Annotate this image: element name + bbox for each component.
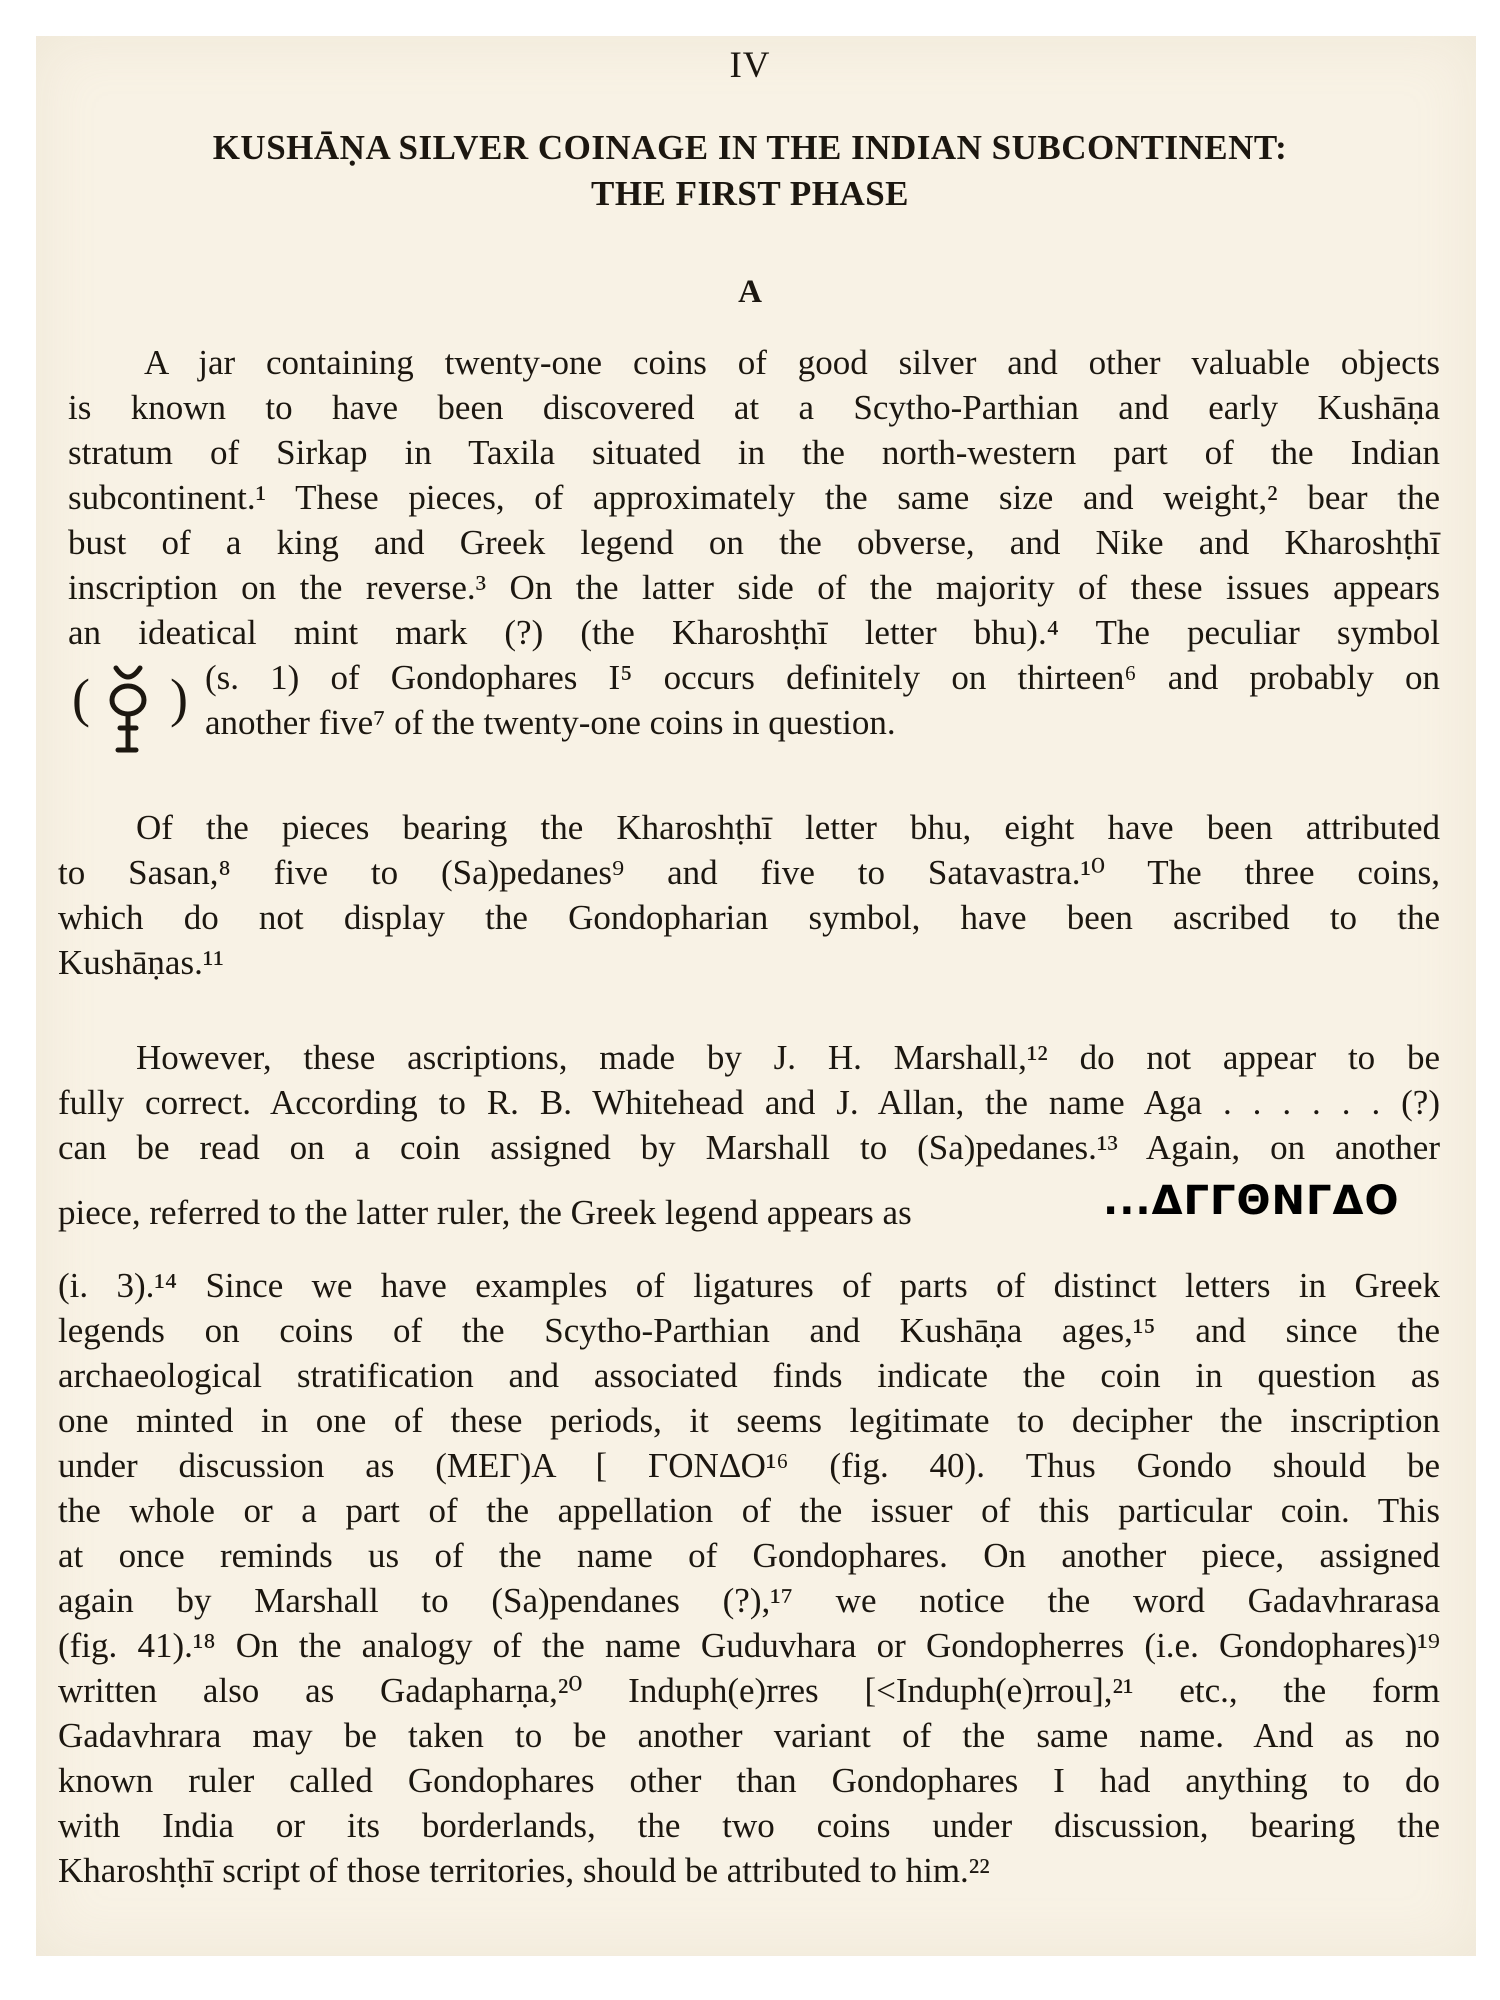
title-line-2: THE FIRST PHASE [590,174,910,213]
chapter-number: IV [729,45,771,86]
text-line: Kushāṇas.¹¹ [58,943,224,982]
text-line: inscription on the reverse.³ On the latter side of the majority of these issues appears [68,568,1440,607]
text-line: again by Marshall to (Sa)pendanes (?),¹⁷ we notice the word Gadavhrarasa [58,1581,1440,1620]
text-line: an ideatical mint mark (?) (the Kharoshṭhī letter bhu).⁴ The peculiar symbol [68,613,1440,652]
text-line: However, these ascriptions, made by J. H. Marshall,¹² do not appear to be [136,1038,1440,1077]
text-line: known ruler called Gondophares other than Gondophares I had anything to do [58,1761,1440,1800]
title-line-1: KUSHĀṆA SILVER COINAGE IN THE INDIAN SUBCONTINENT: [212,128,1288,167]
text-line: archaeological stratification and associated finds indicate the coin in question as [58,1356,1440,1395]
text-line: Gadavhrara may be taken to be another variant of the same name. And as no [58,1716,1440,1755]
text-line: at once reminds us of the name of Gondophares. On another piece, assigned [58,1536,1440,1575]
greek-ligature-legend [1103,1178,1443,1238]
symbol-paren-open: ( [72,668,90,728]
text-line: can be read on a coin assigned by Marshall to (Sa)pedanes.¹³ Again, on another [58,1128,1440,1167]
text-line: (i. 3).¹⁴ Since we have examples of ligatures of parts of distinct letters in Greek [58,1266,1440,1305]
symbol-icon [68,656,198,766]
gondopharian-symbol [68,656,198,766]
text-line: legends on coins of the Scytho-Parthian and Kushāṇa ages,¹⁵ and since the [58,1311,1440,1350]
text-line: fully correct. According to R. B. Whitehead and J. Allan, the name Aga . . . . . . (?) [58,1083,1440,1122]
paragraph-1 [68,340,1440,655]
text-line: the whole or a part of the appellation of the issuer of this particular coin. This [58,1491,1440,1530]
page-title [0,125,1500,217]
paragraph-3-continued [58,1263,1440,1893]
symbol-paren-close: ) [170,668,188,728]
text-line: A jar containing twenty-one coins of good silver and other valuable objects [144,343,1440,382]
greek-ligature-text: ...ΔΓΓΘΝΓΔΟ [1103,1178,1400,1224]
text-line: Of the pieces bearing the Kharoshṭhī letter bhu, eight have been attributed [136,808,1440,847]
text-line: under discussion as (ΜΕΓ)Α [ ΓΟΝΔΟ¹⁶ (fig. 40). Thus Gondo should be [58,1446,1440,1485]
text-line: Kharoshṭhī script of those territories, should be attributed to him.²² [58,1851,990,1890]
text-line: piece, referred to the latter ruler, the Greek legend appears as [58,1193,912,1232]
text-line: which do not display the Gondopharian symbol, have been ascribed to the [58,898,1440,937]
text-line: subcontinent.¹ These pieces, of approximately the same size and weight,² bear the [68,478,1440,517]
section-heading: A [738,274,762,310]
text-line: one minted in one of these periods, it seems legitimate to decipher the inscription [58,1401,1440,1440]
text-line: stratum of Sirkap in Taxila situated in the north-western part of the Indian [68,433,1440,472]
text-line: another five⁷ of the twenty-one coins in question. [205,703,896,742]
text-line: bust of a king and Greek legend on the obverse, and Nike and Kharoshṭhī [68,523,1440,562]
text-line: to Sasan,⁸ five to (Sa)pedanes⁹ and five to Satavastra.¹⁰ The three coins, [58,853,1440,892]
text-line: (fig. 41).¹⁸ On the analogy of the name Guduvhara or Gondopherres (i.e. Gondophares)¹⁹ [58,1626,1440,1665]
paragraph-1-continued [205,655,1440,745]
text-line: is known to have been discovered at a Scytho-Parthian and early Kushāṇa [68,388,1440,427]
paragraph-2 [58,805,1440,985]
text-line: (s. 1) of Gondophares I⁵ occurs definitely on thirteen⁶ and probably on [205,658,1440,697]
text-line: written also as Gadapharṇa,²⁰ Induph(e)rres [<Induph(e)rrou],²¹ etc., the form [58,1671,1440,1710]
text-line: with India or its borderlands, the two coins under discussion, bearing the [58,1806,1440,1845]
